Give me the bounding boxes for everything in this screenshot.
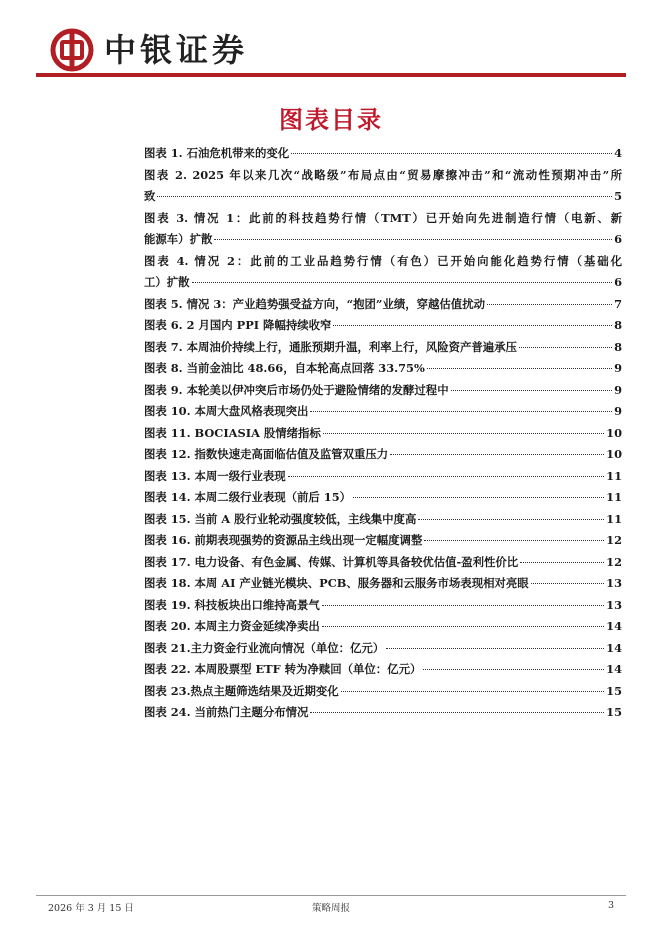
toc-entry-page: 8: [614, 339, 622, 354]
brand-name: 中银证券: [104, 31, 249, 69]
toc-leader-dots: [288, 476, 604, 477]
toc-entry[interactable]: [144, 595, 622, 617]
toc-entry-page: 5: [614, 189, 622, 203]
toc-list: [144, 143, 622, 724]
toc-entry[interactable]: [144, 638, 622, 660]
toc-entry[interactable]: [144, 487, 622, 509]
toc-entry-page: 11: [606, 490, 622, 504]
toc-entry-page: 15: [606, 705, 622, 719]
toc-entry-label: 图表 17. 电力设备、有色金属、传媒、计算机等具备较优估值-盈利性价比: [144, 554, 519, 569]
toc-entry-label: 图表 5. 情况 3：产业趋势强受益方向，“抱团”业绩，穿越估值扰动: [144, 296, 485, 311]
toc-entry-page: 12: [606, 554, 622, 569]
toc-leader-dots: [390, 454, 604, 455]
toc-entry-page: 10: [606, 425, 622, 440]
toc-leader-dots: [519, 347, 612, 348]
bank-of-china-logo-icon: [50, 28, 94, 72]
toc-entry-label: 图表 18. 本周 AI 产业链光模块、PCB、服务器和云服务市场表现相对亮眼: [144, 576, 529, 590]
toc-entry[interactable]: [144, 401, 622, 423]
footer-date: 2026 年 3 月 15 日: [48, 903, 134, 914]
toc-entry-label: 图表 9. 本轮美以伊冲突后市场仍处于避险情绪的发酵过程中: [144, 382, 449, 397]
toc-leader-dots: [192, 282, 612, 283]
toc-title: 图表目录: [279, 105, 383, 134]
toc-entry[interactable]: [144, 659, 622, 681]
toc-leader-dots: [291, 153, 612, 154]
toc-entry[interactable]: [144, 294, 622, 316]
toc-entry-page: 6: [614, 232, 622, 246]
toc-entry-label: 图表 23.热点主题筛选结果及近期变化: [144, 683, 339, 698]
toc-entry-label: 图表 13. 本周一级行业表现: [144, 468, 286, 483]
toc-entry-label-line1: 图表 4. 情况 2：此前的工业品趋势行情（有色）已开始向能化趋势行情（基础化: [144, 253, 622, 268]
toc-entry-page: 9: [614, 361, 622, 375]
footer-doc-type: 策略周报: [311, 903, 350, 914]
toc-entry-page: 14: [606, 662, 622, 676]
toc-entry[interactable]: [144, 315, 622, 337]
toc-entry-page: 9: [614, 404, 622, 418]
toc-entry-label: 工）扩散: [144, 275, 190, 289]
toc-entry-label: 图表 20. 本周主力资金延续净卖出: [144, 619, 320, 633]
toc-entry[interactable]: [144, 208, 622, 251]
toc-entry-page: 6: [614, 275, 622, 289]
toc-leader-dots: [353, 497, 604, 498]
toc-entry[interactable]: [144, 143, 622, 165]
header-divider: [36, 73, 626, 77]
toc-leader-dots: [424, 540, 604, 541]
toc-entry-label: 能源车）扩散: [144, 232, 213, 246]
toc-entry[interactable]: [144, 358, 622, 380]
toc-entry-label: 图表 12. 指数快速走高面临估值及监管双重压力: [144, 447, 389, 461]
toc-entry-label: 图表 7. 本周油价持续上行，通胀预期升温，利率上行，风险资产普遍承压: [144, 339, 517, 354]
toc-entry-label: 图表 10. 本周大盘风格表现突出: [144, 404, 309, 418]
toc-entry[interactable]: [144, 702, 622, 724]
toc-entry[interactable]: [144, 466, 622, 488]
toc-entry-label-line1: 图表 3. 情况 1：此前的科技趋势行情（TMT）已开始向先进制造行情（电新、新: [144, 210, 622, 225]
toc-leader-dots: [323, 433, 604, 434]
page-header: [36, 24, 626, 76]
toc-entry-page: 8: [614, 318, 622, 332]
toc-entry-page: 13: [606, 597, 622, 612]
toc-entry[interactable]: [144, 251, 622, 294]
toc-leader-dots: [487, 304, 612, 305]
toc-entry[interactable]: [144, 423, 622, 445]
toc-entry[interactable]: [144, 616, 622, 638]
toc-leader-dots: [333, 325, 612, 326]
toc-entry[interactable]: [144, 509, 622, 531]
toc-entry-page: 4: [614, 146, 622, 160]
toc-leader-dots: [427, 368, 612, 369]
toc-leader-dots: [520, 562, 604, 563]
toc-leader-dots: [418, 519, 604, 520]
toc-entry-page: 7: [614, 296, 622, 311]
toc-entry-page: 9: [614, 382, 622, 397]
toc-entry-page: 11: [606, 511, 622, 526]
toc-entry[interactable]: [144, 681, 622, 703]
toc-entry-label: 图表 19. 科技板块出口维持高景气: [144, 597, 320, 612]
toc-entry[interactable]: [144, 380, 622, 402]
toc-leader-dots: [531, 583, 604, 584]
toc-leader-dots: [322, 626, 604, 627]
toc-entry-label: 图表 6. 2 月国内 PPI 降幅持续收窄: [144, 318, 332, 332]
toc-leader-dots: [322, 605, 604, 606]
toc-leader-dots: [310, 411, 612, 412]
toc-entry[interactable]: [144, 552, 622, 574]
toc-leader-dots: [451, 390, 612, 391]
toc-leader-dots: [214, 239, 612, 240]
toc-entry-label: 图表 24. 当前热门主题分布情况: [144, 705, 309, 719]
toc-entry-page: 12: [606, 533, 622, 547]
toc-leader-dots: [157, 196, 612, 197]
toc-entry[interactable]: [144, 337, 622, 359]
toc-entry-page: 11: [606, 468, 622, 483]
toc-leader-dots: [386, 648, 604, 649]
toc-entry-label: 图表 21.主力资金行业流向情况（单位：亿元）: [144, 640, 385, 655]
toc-entry-label: 图表 22. 本周股票型 ETF 转为净赎回（单位：亿元）: [144, 662, 422, 676]
toc-entry-label: 图表 11. BOCIASIA 股情绪指标: [144, 425, 321, 440]
footer-divider: [36, 895, 626, 896]
toc-entry-label: 图表 16. 前期表现强势的资源品主线出现一定幅度调整: [144, 533, 423, 547]
toc-entry-label: 图表 1. 石油危机带来的变化: [144, 146, 290, 160]
toc-entry-label: 图表 15. 当前 A 股行业轮动强度较低，主线集中度高: [144, 511, 417, 526]
toc-leader-dots: [423, 669, 604, 670]
toc-entry-page: 15: [606, 683, 622, 698]
toc-entry-label-line1: 图表 2. 2025 年以来几次“战略级”布局点由“贸易摩擦冲击”和“流动性预期冲击”所: [144, 167, 622, 182]
toc-entry-label: 图表 14. 本周二级行业表现（前后 15）: [144, 490, 352, 504]
toc-leader-dots: [310, 712, 604, 713]
toc-entry-page: 13: [606, 576, 622, 590]
toc-entry[interactable]: [144, 165, 622, 208]
toc-entry-label: 图表 8. 当前金油比 48.66，自本轮高点回落 33.75%: [144, 361, 425, 375]
toc-leader-dots: [341, 691, 604, 692]
toc-entry[interactable]: [144, 530, 622, 552]
toc-entry[interactable]: [144, 444, 622, 466]
toc-entry-page: 14: [606, 619, 622, 633]
toc-entry-label: 致: [144, 189, 156, 203]
toc-entry[interactable]: [144, 573, 622, 595]
toc-entry-page: 14: [606, 640, 622, 655]
toc-entry-page: 10: [606, 447, 622, 461]
footer-page-number: 3: [607, 900, 614, 911]
